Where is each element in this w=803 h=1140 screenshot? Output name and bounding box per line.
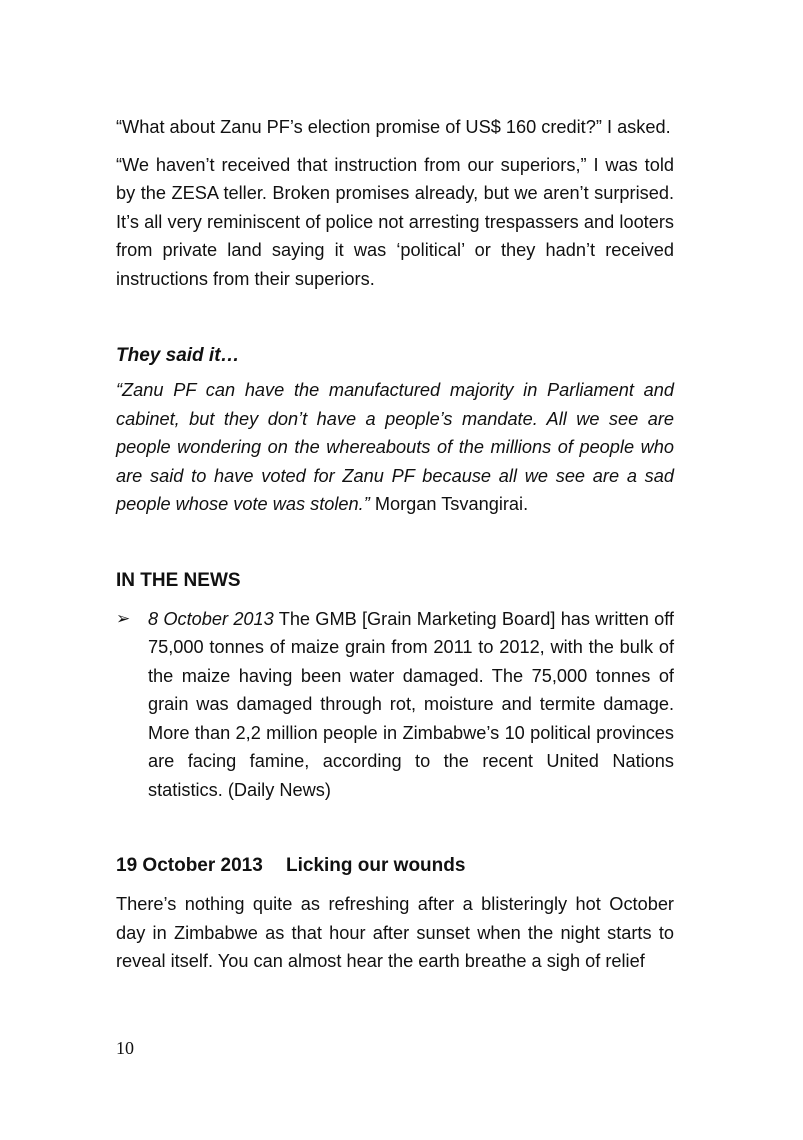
news-section	[116, 566, 674, 805]
quote-attribution: Morgan Tsvangirai.	[369, 494, 529, 514]
paragraph-credit-question: “What about Zanu PF’s election promise of US$ 160 credit?” I asked.	[116, 117, 671, 137]
diary-entry	[116, 851, 674, 976]
page-number: 10	[116, 1038, 134, 1058]
news-item	[116, 605, 674, 805]
news-item-body: The GMB [Grain Marketing Board] has written off 75,000 tonnes of maize grain from 2011 to 2012, with the bulk of the maize having been water damaged. The 75,000 tonnes of grain was damaged through rot, moisture and termite damage. More than 2,2 million people in Zimbabwe’s 10 political provinces are facing famine, according to the recent United Nations statistics. (Daily News)	[148, 608, 674, 800]
news-section-heading: IN THE NEWS	[116, 569, 241, 591]
entry-heading	[116, 851, 674, 881]
news-item-text	[148, 605, 674, 805]
entry-paragraph: There’s nothing quite as refreshing after a blisteringly hot October day in Zimbabwe as that hour after sunset when the night starts to reveal itself. You can almost hear the earth breathe a sigh of relief	[116, 894, 674, 971]
entry-date: 19 October 2013	[116, 855, 263, 876]
page-content	[116, 113, 674, 976]
paragraph-zesa-teller: “We haven’t received that instruction from our superiors,” I was told by the ZESA teller. Broken promises already, but we aren’t surprised. It’s all very reminiscent of police not arresting trespassers and looters from private land saying it was ‘political’ or they hadn’t received instructions from their superiors.	[116, 154, 674, 289]
quote-section-heading: They said it…	[116, 345, 240, 366]
quote-section	[116, 341, 674, 519]
entry-title: Licking our wounds	[286, 855, 466, 876]
quote-text: “Zanu PF can have the manufactured majority in Parliament and cabinet, but they don’t have a people’s mandate. All we see are people wondering on the whereabouts of the millions of people who are said to have voted for Zanu PF because all we see are a sad people whose vote was stolen.”	[116, 380, 674, 514]
arrow-bullet-icon: ➢	[116, 608, 131, 628]
news-item-date: 8 October 2013	[148, 608, 274, 629]
quote-paragraph	[116, 376, 674, 519]
